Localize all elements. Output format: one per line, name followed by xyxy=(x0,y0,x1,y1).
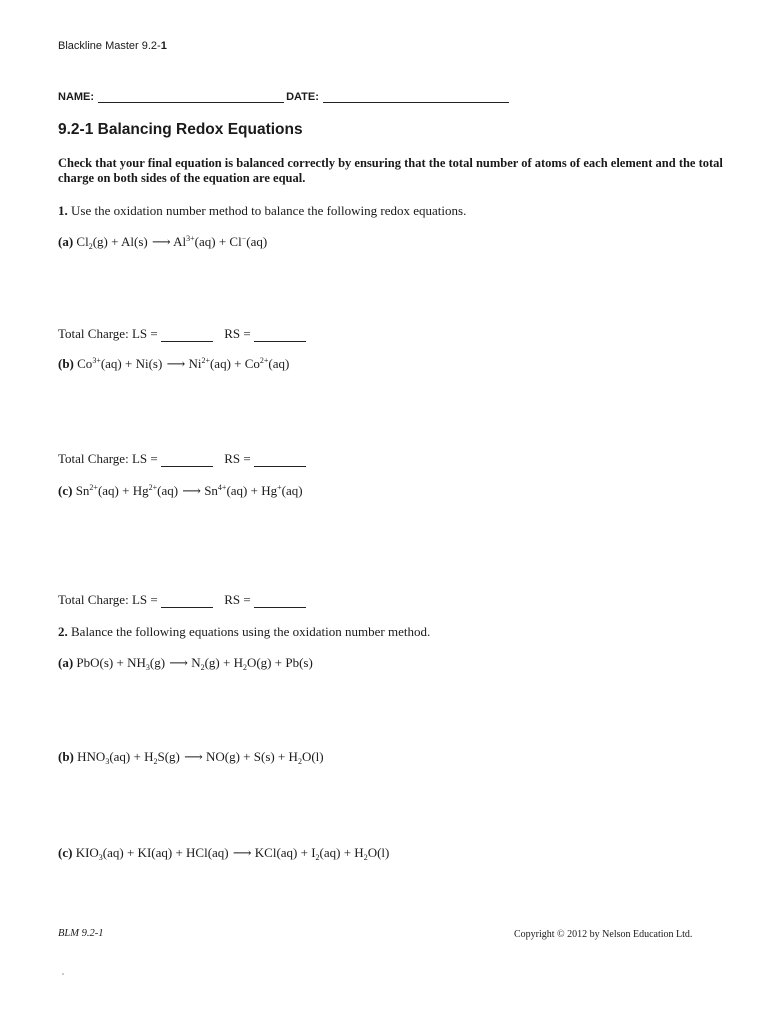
rs-label: RS = xyxy=(224,451,251,466)
question-2-text: Balance the following equations using the oxidation number method. xyxy=(71,624,431,639)
rs-label: RS = xyxy=(224,326,251,341)
ls-label: Total Charge: LS = xyxy=(58,451,158,466)
scan-speck xyxy=(62,973,64,975)
equation-1b: $Co^{3+}(aq) + Ni(s)$ ⟶ $Ni^{2+}(aq) + Co^{2+}(aq)$ xyxy=(77,356,290,371)
question-2 xyxy=(58,624,430,640)
part-label: (c) xyxy=(58,845,73,860)
part-label: (a) xyxy=(58,655,74,670)
question-1b xyxy=(58,356,289,372)
date-label: DATE: xyxy=(286,91,319,103)
ls-label: Total Charge: LS = xyxy=(58,592,158,607)
rs-blank[interactable] xyxy=(254,329,306,342)
question-1-text: Use the oxidation number method to balance the following redox equations. xyxy=(71,203,467,218)
rs-blank[interactable] xyxy=(254,595,306,608)
name-date-row xyxy=(58,91,509,103)
master-prefix: Blackline Master 9.2- xyxy=(58,40,161,52)
footer-blm-label: BLM 9.2-1 xyxy=(58,928,104,939)
instructions: Check that your final equation is balanced correctly by ensuring that the total number of atoms of each element and the total charge on both sides of the equation are equal. xyxy=(58,156,723,185)
part-label: (a) xyxy=(58,234,74,249)
blackline-master-label xyxy=(58,40,167,52)
equation-1c: $Sn^{2+}(aq) + Hg^{2+}(aq)$ ⟶ $Sn^{4+}(aq) + Hg^+(aq)$ xyxy=(75,483,303,498)
question-2a xyxy=(58,655,313,671)
equation-2c: $KIO_3(aq) + KI(aq) + HCl(aq)$ ⟶ $KCl(aq) + I_2(aq) + H_2O(l)$ xyxy=(75,845,390,862)
part-label: (c) xyxy=(58,483,73,498)
total-charge-1b xyxy=(58,451,306,467)
ls-blank[interactable] xyxy=(161,595,213,608)
question-2c xyxy=(58,845,389,861)
date-blank[interactable] xyxy=(323,91,509,103)
question-1-number: 1. xyxy=(58,203,68,218)
total-charge-1a xyxy=(58,326,306,342)
part-label: (b) xyxy=(58,356,74,371)
part-label: (b) xyxy=(58,749,74,764)
rs-label: RS = xyxy=(224,592,251,607)
ls-blank[interactable] xyxy=(161,454,213,467)
question-1 xyxy=(58,203,466,219)
equation-2a: $PbO(s) + NH_3(g)$ ⟶ $N_2(g) + H_2O(g) + Pb(s)$ xyxy=(76,655,313,672)
rs-blank[interactable] xyxy=(254,454,306,467)
name-blank[interactable] xyxy=(98,91,284,103)
question-2-number: 2. xyxy=(58,624,68,639)
question-1a xyxy=(58,234,267,250)
master-number: 1 xyxy=(160,40,167,52)
question-2b xyxy=(58,749,324,765)
total-charge-1c xyxy=(58,592,306,608)
worksheet-title: 9.2-1 Balancing Redox Equations xyxy=(58,121,303,138)
question-1c xyxy=(58,483,303,499)
equation-2b: $HNO_3(aq) + H_2S(g)$ ⟶ $NO(g) + S(s) + H_2O(l)$ xyxy=(77,749,324,766)
ls-blank[interactable] xyxy=(161,329,213,342)
footer-copyright: Copyright © 2012 by Nelson Education Ltd. xyxy=(514,929,693,940)
name-label: NAME: xyxy=(58,91,95,103)
ls-label: Total Charge: LS = xyxy=(58,326,158,341)
equation-1a: $Cl_2(g) + Al(s)$ ⟶ $Al^{3+}(aq) + Cl^-(aq)$ xyxy=(76,234,268,251)
